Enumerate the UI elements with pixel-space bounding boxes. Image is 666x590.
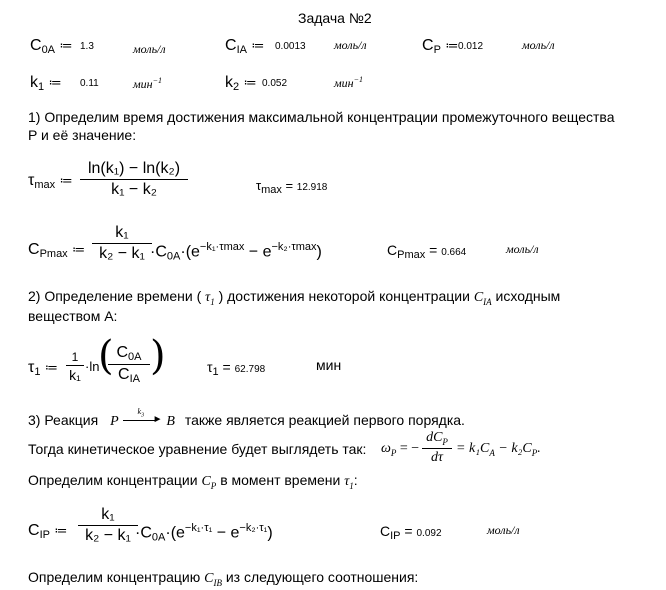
k1-unit: мин$^{-1}$ xyxy=(133,76,163,91)
cia-value: 0.0013 xyxy=(275,41,306,52)
cip-expression: $\cdot C_{0A}\cdot(e^{-k_1\cdot\tau_1} - e^{-k_2\cdot\tau_1})$ xyxy=(135,522,273,544)
cpmax-expression: $\cdot C_{0A}\cdot(e^{-k_1\cdot\tau max} - e^{-k_2\cdot\tau max})$ xyxy=(150,241,322,263)
k2-value: 0.052 xyxy=(262,78,288,89)
section3-line2: Тогда кинетическое уравнение будет выглядеть так: xyxy=(28,441,367,457)
kinetic-equation: $\omega_P$ = − xyxy=(381,441,420,458)
tau-max-fraction: ln(k₁) − ln(k₂) k₁ − k₂ xyxy=(80,160,188,199)
kinetic-rhs: = $k_1C_A - k_2C_P$. xyxy=(456,441,541,458)
tau-max-lhs: $\tau_{max}$ ≔ xyxy=(28,172,73,191)
k2-unit: мин$^{-1}$ xyxy=(334,75,364,90)
section3-line4: Определим концентрацию $C_{IB}$ из следующего соотношения: xyxy=(28,569,419,588)
kinetic-derivative: $dC_P$ dτ xyxy=(422,430,452,466)
cp-unit: моль/л xyxy=(522,38,555,52)
tau1-lhs: $\tau_1$ ≔ xyxy=(28,359,58,378)
param-cia: $C_{IA}$ ≔ xyxy=(225,37,265,56)
section1-heading-line2: P и её значение: xyxy=(28,127,137,143)
param-cp: $C_P$ ≔ xyxy=(422,37,459,56)
c0a-value: 1.3 xyxy=(80,41,94,52)
tau1-result: $\tau_1 = 62.798$ xyxy=(207,359,266,378)
param-k1: $k_1$ ≔ xyxy=(30,74,62,93)
section2-heading-line1: 2) Определение времени ( $\tau_1$ ) достижения некоторой концентрации $C_{IA}$ исходным xyxy=(28,288,561,307)
cip-fraction: k₁ k₂ − k₁ xyxy=(78,506,138,545)
cpmax-fraction: k₁ k₂ − k₁ xyxy=(92,224,152,263)
tau1-close-paren: ) xyxy=(150,333,166,379)
cpmax-unit: моль/л xyxy=(506,242,539,256)
tau1-ln: ·ln xyxy=(85,359,100,374)
cip-result: $C_{IP} = 0.092$ xyxy=(380,523,442,542)
section3-line3: Определим концентрации $C_P$ в момент времени $\tau_1$: xyxy=(28,472,358,491)
k1-value: 0.11 xyxy=(80,78,99,89)
cip-lhs: $C_{IP}$ ≔ xyxy=(28,522,68,541)
param-c0a: $C_{0A}$ ≔ xyxy=(30,37,73,56)
cpmax-lhs: $C_{Pmax}$ ≔ xyxy=(28,241,86,260)
cpmax-result: $C_{Pmax} = 0.664$ xyxy=(387,242,467,261)
tau1-coef-fraction: 1 k₁ xyxy=(66,350,84,383)
cip-unit: моль/л xyxy=(487,523,520,537)
cia-unit: моль/л xyxy=(334,38,367,52)
cp-value: 0.012 xyxy=(458,41,484,52)
tau-max-result: $\tau_{max} = 12.918$ xyxy=(256,178,328,196)
section2-heading-line2: веществом А: xyxy=(28,308,118,324)
tau1-unit: мин xyxy=(316,357,342,373)
c0a-unit: моль/л xyxy=(133,42,166,56)
tau1-fraction: $C_{0A}$ $C_{IA}$ xyxy=(108,344,150,385)
section3-line1: 3) Реакция P ► $k_3$ B также является реакцией первого порядка. xyxy=(28,407,465,429)
reaction-arrow: ► $k_3$ xyxy=(123,415,163,425)
page-title: Задача №2 xyxy=(298,10,372,26)
param-k2: $k_2$ ≔ xyxy=(225,74,257,93)
tau1-open-paren: ( xyxy=(98,333,114,379)
section1-heading-line1: 1) Определим время достижения максимальной концентрации промежуточного вещества xyxy=(28,109,615,125)
